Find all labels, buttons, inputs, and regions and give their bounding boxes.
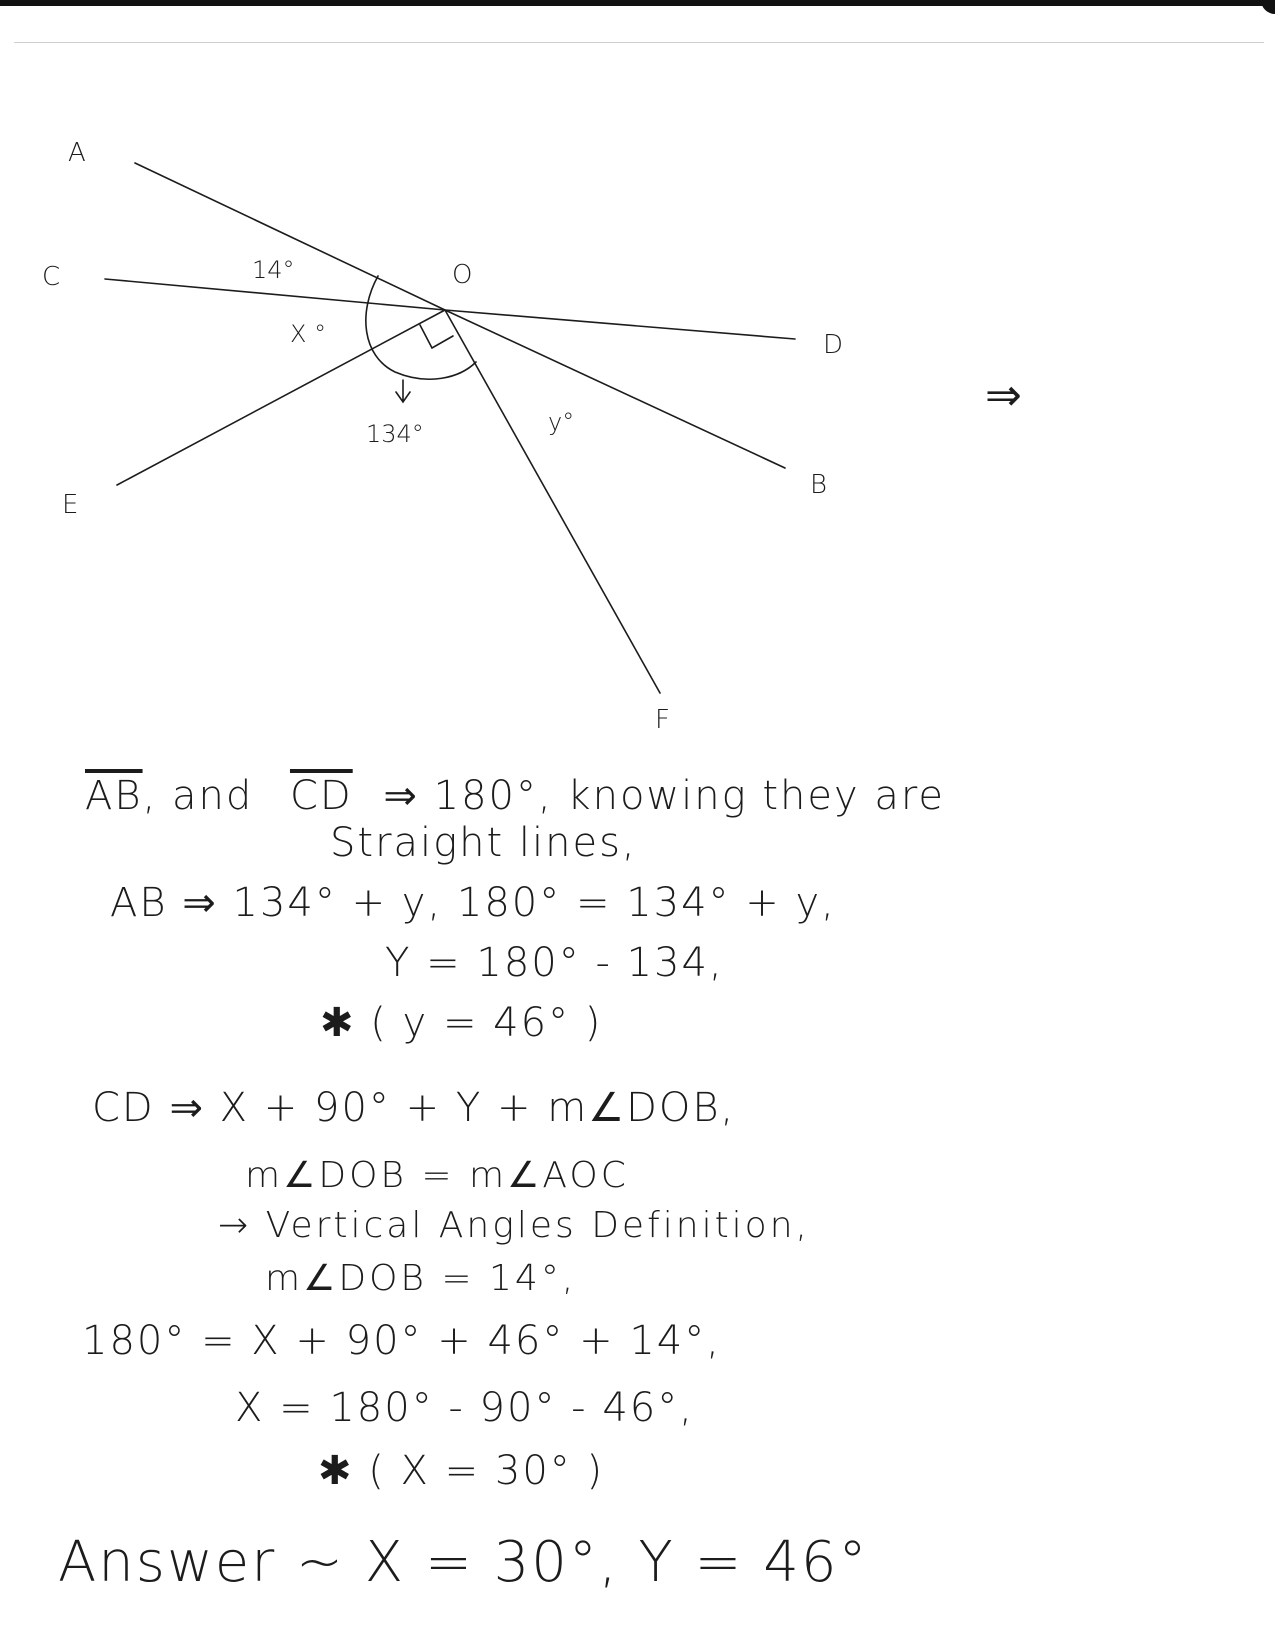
angle-label-x: X ° (290, 320, 327, 348)
point-label-b: B (810, 470, 828, 500)
work-line-1-mid: , and (142, 773, 254, 819)
point-label-d: D (823, 330, 844, 360)
angle-label-14: 14° (252, 256, 295, 284)
work-line-3: AB ⇒ 134° + y, 180° = 134° + y, (110, 880, 836, 926)
work-line-11: X = 180° - 90° - 46°, (235, 1385, 694, 1431)
angle-label-134: 134° (366, 420, 424, 448)
work-line-2: Straight lines, (330, 820, 637, 866)
point-label-c: C (42, 262, 61, 292)
work-line-10: 180° = X + 90° + 46° + 14°, (82, 1318, 721, 1364)
ray-oe (117, 310, 445, 485)
work-line-5: ✱ ( y = 46° ) (320, 1000, 603, 1046)
right-angle-mark (420, 325, 453, 348)
work-line-1-rest: ⇒ 180°, knowing they are (383, 773, 946, 819)
point-label-o: O (452, 260, 473, 290)
work-line-9: m∠DOB = 14°, (265, 1258, 577, 1299)
work-line-4: Y = 180° - 134, (385, 940, 724, 986)
ray-of (445, 310, 660, 693)
work-line-7: m∠DOB = m∠AOC (245, 1155, 629, 1196)
segment-ab: $\overline{AB}$ (85, 773, 143, 819)
work-line-12: ✱ ( X = 30° ) (318, 1448, 605, 1494)
point-label-f: F (655, 705, 670, 735)
point-label-e: E (62, 490, 79, 520)
work-line-1 (85, 773, 945, 819)
angle-label-y: y° (548, 408, 575, 436)
implies-arrow: ⇒ (985, 370, 1022, 421)
point-label-a: A (68, 138, 86, 168)
work-line-6: CD ⇒ X + 90° + Y + m∠DOB, (92, 1085, 736, 1131)
segment-cd: $\overline{CD}$ (289, 773, 353, 819)
ray-oa (135, 163, 445, 310)
final-answer: Answer ~ X = 30°, Y = 46° (58, 1530, 869, 1595)
work-line-8: → Vertical Angles Definition, (218, 1205, 810, 1246)
arc-arrow (396, 380, 410, 402)
angle-diagram (0, 0, 1275, 760)
